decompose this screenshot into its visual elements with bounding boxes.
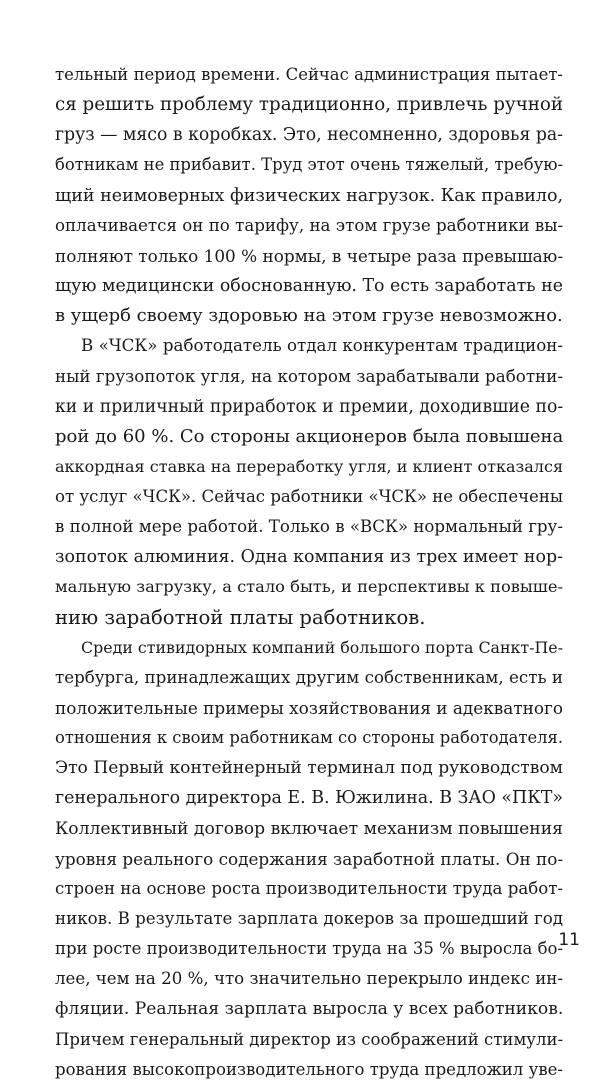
text-line: фляции. Реальная зарплата выросла у всех работников. <box>55 999 564 1020</box>
text-line: щий неимоверных физических нагрузок. Как правило, <box>55 185 564 206</box>
text-line: лее, чем на 20 %, что значительно перекрыло индекс ин- <box>55 969 563 989</box>
text-line: аккордная ставка на переработку угля, и клиент отказался <box>55 456 564 476</box>
text-line: Это Первый контейнерный терминал под руководством <box>55 758 563 779</box>
text-line: Коллективный договор включает механизм повышения <box>55 818 563 839</box>
text-line: при росте производительности труда на 35 % выросла бо- <box>55 939 564 959</box>
text-line: мальную загрузку, а стало быть, и перспективы к повыше- <box>55 577 564 597</box>
text-line: ки и приличный приработок и премии, доходившие по- <box>55 396 564 417</box>
text-line: положительные примеры хозяйствования и адекватного <box>55 697 564 718</box>
text-line: отношения к своим работникам со стороны работодателя. <box>55 728 564 748</box>
text-line: ный грузопоток угля, на котором зарабатывали работни- <box>55 366 563 387</box>
text-line: от услуг «ЧСК». Сейчас работники «ЧСК» не обеспечены <box>55 486 563 506</box>
text-line: строен на основе роста производительности труда работ- <box>55 878 564 898</box>
text-line: уровня реального содержания заработной платы. Он по- <box>55 848 564 869</box>
text-line: ботникам не прибавит. Труд этот очень тяжелый, требую- <box>55 155 564 175</box>
text-line: полняют только 100 % нормы, в четыре раза превышаю- <box>55 245 564 266</box>
text-line: Среди стивидорных компаний большого порта Санкт-Пе- <box>81 637 563 657</box>
page-number: 11 <box>558 930 580 950</box>
text-line: Причем генеральный директор из соображений стимули- <box>55 1029 564 1049</box>
text-line: рования высокопроизводительного труда предложил уве- <box>55 1059 563 1079</box>
text-line: в ущерб своему здоровью на этом грузе невозможно. <box>55 305 563 327</box>
text-line: ся решить проблему традиционно, привлечь ручной <box>55 94 564 116</box>
text-line: тельный период времени. Сейчас администрация пытает- <box>55 65 563 84</box>
page-body <box>55 60 563 1085</box>
text-line: зопоток алюминия. Одна компания из трех имеет нор- <box>55 547 563 568</box>
text-line: щую медицински обоснованную. То есть заработать не <box>55 275 563 296</box>
text-line: в полной мере работой. Только в «ВСК» нормальный гру- <box>55 517 563 537</box>
text-line: оплачивается он по тарифу, на этом грузе работники вы- <box>55 215 564 235</box>
text-line: В «ЧСК» работодатель отдал конкурентам традицион- <box>81 336 563 356</box>
text-line: тербурга, принадлежащих другим собственникам, есть и <box>55 667 564 687</box>
text-line: ников. В результате зарплата докеров за прошедший год <box>55 908 564 928</box>
text-line: рой до 60 %. Со стороны акционеров была повышена <box>55 425 564 447</box>
text-line: груз — мясо в коробках. Это, несомненно, здоровья ра- <box>55 125 564 146</box>
text-line: нию заработной платы работников. <box>55 605 426 629</box>
text-line: генерального директора Е. В. Южилина. В ЗАО «ПКТ» <box>55 788 563 809</box>
